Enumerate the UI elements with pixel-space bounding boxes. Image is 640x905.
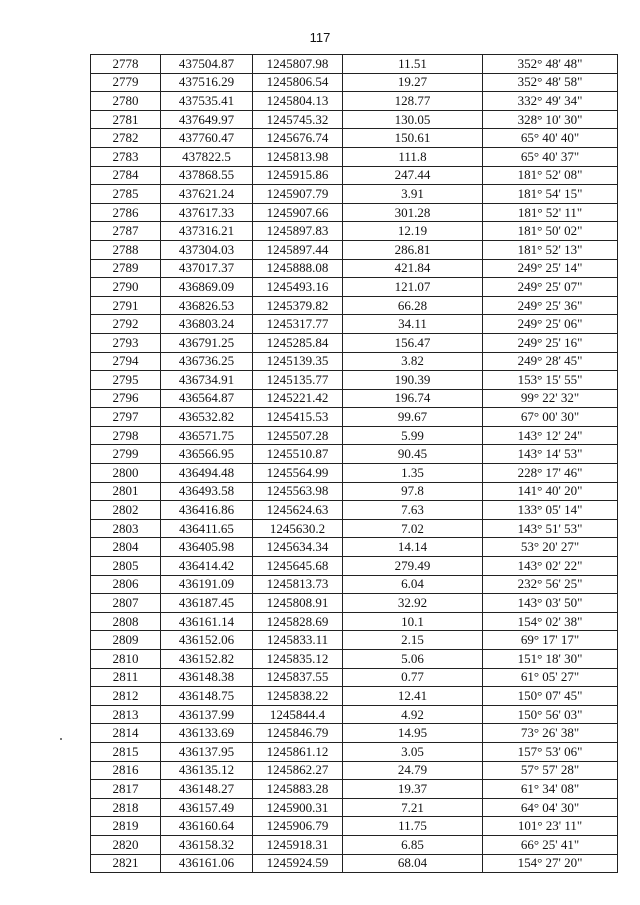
y-coordinate-cell: 1245837.55 [253,668,343,687]
table-row [91,705,618,724]
bearing-cell: 143° 14' 53" [483,445,618,464]
length-cell: 128.77 [343,92,483,111]
x-coordinate-cell: 436826.53 [161,296,253,315]
table-row [91,482,618,501]
bearing-cell: 352° 48' 48" [483,55,618,74]
x-coordinate-cell: 436152.82 [161,650,253,669]
y-coordinate-cell: 1245897.83 [253,222,343,241]
point-number-cell: 2804 [91,538,161,557]
point-number-cell: 2786 [91,203,161,222]
x-coordinate-cell: 436411.65 [161,519,253,538]
table-row [91,780,618,799]
x-coordinate-cell: 436869.09 [161,278,253,297]
length-cell: 7.21 [343,798,483,817]
length-cell: 3.05 [343,742,483,761]
scan-speck [60,738,62,740]
y-coordinate-cell: 1245135.77 [253,371,343,390]
length-cell: 11.75 [343,817,483,836]
length-cell: 14.95 [343,724,483,743]
point-number-cell: 2782 [91,129,161,148]
x-coordinate-cell: 437760.47 [161,129,253,148]
length-cell: 7.63 [343,501,483,520]
point-number-cell: 2810 [91,650,161,669]
table-row [91,445,618,464]
point-number-cell: 2819 [91,817,161,836]
x-coordinate-cell: 437504.87 [161,55,253,74]
length-cell: 279.49 [343,557,483,576]
length-cell: 97.8 [343,482,483,501]
x-coordinate-cell: 436564.87 [161,389,253,408]
table-row [91,110,618,129]
point-number-cell: 2792 [91,315,161,334]
point-number-cell: 2799 [91,445,161,464]
point-number-cell: 2813 [91,705,161,724]
length-cell: 11.51 [343,55,483,74]
point-number-cell: 2778 [91,55,161,74]
table-row [91,761,618,780]
y-coordinate-cell: 1245317.77 [253,315,343,334]
table-row [91,687,618,706]
table-row [91,296,618,315]
point-number-cell: 2783 [91,147,161,166]
table-row [91,798,618,817]
length-cell: 190.39 [343,371,483,390]
x-coordinate-cell: 436494.48 [161,464,253,483]
point-number-cell: 2788 [91,240,161,259]
bearing-cell: 65° 40' 40" [483,129,618,148]
length-cell: 34.11 [343,315,483,334]
y-coordinate-cell: 1245828.69 [253,612,343,631]
coordinates-table [90,54,618,873]
table-row [91,315,618,334]
table-row [91,240,618,259]
point-number-cell: 2796 [91,389,161,408]
table-row [91,501,618,520]
length-cell: 130.05 [343,110,483,129]
y-coordinate-cell: 1245888.08 [253,259,343,278]
y-coordinate-cell: 1245139.35 [253,352,343,371]
length-cell: 5.99 [343,426,483,445]
bearing-cell: 143° 51' 53" [483,519,618,538]
table-row [91,575,618,594]
table-row [91,185,618,204]
bearing-cell: 150° 07' 45" [483,687,618,706]
x-coordinate-cell: 436148.75 [161,687,253,706]
x-coordinate-cell: 437822.5 [161,147,253,166]
bearing-cell: 143° 02' 22" [483,557,618,576]
length-cell: 19.27 [343,73,483,92]
bearing-cell: 352° 48' 58" [483,73,618,92]
length-cell: 4.92 [343,705,483,724]
length-cell: 1.35 [343,464,483,483]
y-coordinate-cell: 1245564.99 [253,464,343,483]
x-coordinate-cell: 436187.45 [161,594,253,613]
bearing-cell: 181° 52' 11" [483,203,618,222]
length-cell: 301.28 [343,203,483,222]
bearing-cell: 61° 34' 08" [483,780,618,799]
length-cell: 24.79 [343,761,483,780]
length-cell: 247.44 [343,166,483,185]
bearing-cell: 67° 00' 30" [483,408,618,427]
length-cell: 10.1 [343,612,483,631]
y-coordinate-cell: 1245900.31 [253,798,343,817]
length-cell: 196.74 [343,389,483,408]
point-number-cell: 2793 [91,333,161,352]
bearing-cell: 181° 52' 13" [483,240,618,259]
y-coordinate-cell: 1245838.22 [253,687,343,706]
x-coordinate-cell: 437649.97 [161,110,253,129]
length-cell: 421.84 [343,259,483,278]
x-coordinate-cell: 436148.38 [161,668,253,687]
y-coordinate-cell: 1245624.63 [253,501,343,520]
y-coordinate-cell: 1245807.98 [253,55,343,74]
x-coordinate-cell: 436736.25 [161,352,253,371]
y-coordinate-cell: 1245813.98 [253,147,343,166]
length-cell: 3.82 [343,352,483,371]
point-number-cell: 2795 [91,371,161,390]
y-coordinate-cell: 1245907.66 [253,203,343,222]
table-row [91,92,618,111]
x-coordinate-cell: 436133.69 [161,724,253,743]
bearing-cell: 53° 20' 27" [483,538,618,557]
table-row [91,278,618,297]
x-coordinate-cell: 436158.32 [161,835,253,854]
y-coordinate-cell: 1245906.79 [253,817,343,836]
point-number-cell: 2820 [91,835,161,854]
table-row [91,147,618,166]
table-row [91,371,618,390]
bearing-cell: 249° 25' 36" [483,296,618,315]
bearing-cell: 151° 18' 30" [483,650,618,669]
bearing-cell: 143° 03' 50" [483,594,618,613]
x-coordinate-cell: 436152.06 [161,631,253,650]
x-coordinate-cell: 436191.09 [161,575,253,594]
length-cell: 3.91 [343,185,483,204]
table-row [91,594,618,613]
length-cell: 286.81 [343,240,483,259]
length-cell: 6.04 [343,575,483,594]
length-cell: 68.04 [343,854,483,873]
y-coordinate-cell: 1245897.44 [253,240,343,259]
y-coordinate-cell: 1245915.86 [253,166,343,185]
y-coordinate-cell: 1245415.53 [253,408,343,427]
x-coordinate-cell: 436791.25 [161,333,253,352]
bearing-cell: 133° 05' 14" [483,501,618,520]
y-coordinate-cell: 1245862.27 [253,761,343,780]
x-coordinate-cell: 436416.86 [161,501,253,520]
x-coordinate-cell: 437304.03 [161,240,253,259]
x-coordinate-cell: 436734.91 [161,371,253,390]
y-coordinate-cell: 1245844.4 [253,705,343,724]
table-row [91,333,618,352]
bearing-cell: 99° 22' 32" [483,389,618,408]
y-coordinate-cell: 1245630.2 [253,519,343,538]
length-cell: 66.28 [343,296,483,315]
length-cell: 5.06 [343,650,483,669]
bearing-cell: 73° 26' 38" [483,724,618,743]
y-coordinate-cell: 1245861.12 [253,742,343,761]
point-number-cell: 2806 [91,575,161,594]
y-coordinate-cell: 1245493.16 [253,278,343,297]
y-coordinate-cell: 1245634.34 [253,538,343,557]
bearing-cell: 153° 15' 55" [483,371,618,390]
y-coordinate-cell: 1245813.73 [253,575,343,594]
point-number-cell: 2805 [91,557,161,576]
x-coordinate-cell: 436405.98 [161,538,253,557]
point-number-cell: 2787 [91,222,161,241]
length-cell: 7.02 [343,519,483,538]
y-coordinate-cell: 1245883.28 [253,780,343,799]
point-number-cell: 2794 [91,352,161,371]
table-row [91,73,618,92]
y-coordinate-cell: 1245846.79 [253,724,343,743]
bearing-cell: 332° 49' 34" [483,92,618,111]
bearing-cell: 69° 17' 17" [483,631,618,650]
y-coordinate-cell: 1245507.28 [253,426,343,445]
x-coordinate-cell: 436160.64 [161,817,253,836]
bearing-cell: 154° 27' 20" [483,854,618,873]
point-number-cell: 2791 [91,296,161,315]
table-row [91,742,618,761]
x-coordinate-cell: 437017.37 [161,259,253,278]
point-number-cell: 2779 [91,73,161,92]
point-number-cell: 2801 [91,482,161,501]
y-coordinate-cell: 1245745.32 [253,110,343,129]
point-number-cell: 2803 [91,519,161,538]
y-coordinate-cell: 1245804.13 [253,92,343,111]
point-number-cell: 2815 [91,742,161,761]
length-cell: 0.77 [343,668,483,687]
table-row [91,817,618,836]
x-coordinate-cell: 437621.24 [161,185,253,204]
table-row [91,519,618,538]
point-number-cell: 2821 [91,854,161,873]
x-coordinate-cell: 436148.27 [161,780,253,799]
table-row [91,724,618,743]
table-row [91,166,618,185]
y-coordinate-cell: 1245924.59 [253,854,343,873]
table-row [91,538,618,557]
bearing-cell: 150° 56' 03" [483,705,618,724]
point-number-cell: 2802 [91,501,161,520]
x-coordinate-cell: 437516.29 [161,73,253,92]
x-coordinate-cell: 437535.41 [161,92,253,111]
x-coordinate-cell: 436137.99 [161,705,253,724]
table-row [91,612,618,631]
bearing-cell: 101° 23' 11" [483,817,618,836]
length-cell: 32.92 [343,594,483,613]
x-coordinate-cell: 437868.55 [161,166,253,185]
point-number-cell: 2809 [91,631,161,650]
y-coordinate-cell: 1245285.84 [253,333,343,352]
bearing-cell: 249° 25' 07" [483,278,618,297]
point-number-cell: 2781 [91,110,161,129]
y-coordinate-cell: 1245918.31 [253,835,343,854]
bearing-cell: 157° 53' 06" [483,742,618,761]
y-coordinate-cell: 1245833.11 [253,631,343,650]
bearing-cell: 249° 25' 14" [483,259,618,278]
y-coordinate-cell: 1245645.68 [253,557,343,576]
point-number-cell: 2817 [91,780,161,799]
table-row [91,55,618,74]
bearing-cell: 143° 12' 24" [483,426,618,445]
bearing-cell: 181° 50' 02" [483,222,618,241]
y-coordinate-cell: 1245806.54 [253,73,343,92]
x-coordinate-cell: 436566.95 [161,445,253,464]
point-number-cell: 2818 [91,798,161,817]
point-number-cell: 2800 [91,464,161,483]
length-cell: 12.19 [343,222,483,241]
point-number-cell: 2798 [91,426,161,445]
point-number-cell: 2807 [91,594,161,613]
x-coordinate-cell: 436137.95 [161,742,253,761]
x-coordinate-cell: 436803.24 [161,315,253,334]
length-cell: 150.61 [343,129,483,148]
y-coordinate-cell: 1245221.42 [253,389,343,408]
table-row [91,222,618,241]
x-coordinate-cell: 436414.42 [161,557,253,576]
y-coordinate-cell: 1245808.91 [253,594,343,613]
point-number-cell: 2784 [91,166,161,185]
bearing-cell: 249° 28' 45" [483,352,618,371]
x-coordinate-cell: 437617.33 [161,203,253,222]
bearing-cell: 249° 25' 06" [483,315,618,334]
table-row [91,668,618,687]
x-coordinate-cell: 436532.82 [161,408,253,427]
x-coordinate-cell: 436161.06 [161,854,253,873]
point-number-cell: 2814 [91,724,161,743]
bearing-cell: 328° 10' 30" [483,110,618,129]
table-row [91,854,618,873]
bearing-cell: 181° 54' 15" [483,185,618,204]
length-cell: 121.07 [343,278,483,297]
x-coordinate-cell: 436161.14 [161,612,253,631]
point-number-cell: 2808 [91,612,161,631]
table-row [91,203,618,222]
bearing-cell: 141° 40' 20" [483,482,618,501]
bearing-cell: 232° 56' 25" [483,575,618,594]
x-coordinate-cell: 436135.12 [161,761,253,780]
bearing-cell: 181° 52' 08" [483,166,618,185]
y-coordinate-cell: 1245835.12 [253,650,343,669]
length-cell: 19.37 [343,780,483,799]
point-number-cell: 2785 [91,185,161,204]
point-number-cell: 2790 [91,278,161,297]
bearing-cell: 228° 17' 46" [483,464,618,483]
table-row [91,259,618,278]
length-cell: 6.85 [343,835,483,854]
point-number-cell: 2789 [91,259,161,278]
point-number-cell: 2780 [91,92,161,111]
y-coordinate-cell: 1245510.87 [253,445,343,464]
length-cell: 99.67 [343,408,483,427]
x-coordinate-cell: 437316.21 [161,222,253,241]
table-row [91,650,618,669]
table-row [91,129,618,148]
bearing-cell: 66° 25' 41" [483,835,618,854]
bearing-cell: 57° 57' 28" [483,761,618,780]
length-cell: 12.41 [343,687,483,706]
x-coordinate-cell: 436157.49 [161,798,253,817]
x-coordinate-cell: 436493.58 [161,482,253,501]
length-cell: 156.47 [343,333,483,352]
y-coordinate-cell: 1245379.82 [253,296,343,315]
bearing-cell: 65° 40' 37" [483,147,618,166]
table-row [91,835,618,854]
bearing-cell: 64° 04' 30" [483,798,618,817]
y-coordinate-cell: 1245907.79 [253,185,343,204]
y-coordinate-cell: 1245676.74 [253,129,343,148]
length-cell: 14.14 [343,538,483,557]
table-row [91,464,618,483]
bearing-cell: 249° 25' 16" [483,333,618,352]
point-number-cell: 2812 [91,687,161,706]
point-number-cell: 2797 [91,408,161,427]
length-cell: 2.15 [343,631,483,650]
table-row [91,557,618,576]
bearing-cell: 154° 02' 38" [483,612,618,631]
coordinates-table-body [91,55,618,873]
table-row [91,408,618,427]
bearing-cell: 61° 05' 27" [483,668,618,687]
page-number: 117 [309,30,331,45]
length-cell: 90.45 [343,445,483,464]
y-coordinate-cell: 1245563.98 [253,482,343,501]
point-number-cell: 2811 [91,668,161,687]
table-row [91,389,618,408]
table-row [91,352,618,371]
length-cell: 111.8 [343,147,483,166]
x-coordinate-cell: 436571.75 [161,426,253,445]
table-row [91,631,618,650]
point-number-cell: 2816 [91,761,161,780]
table-row [91,426,618,445]
